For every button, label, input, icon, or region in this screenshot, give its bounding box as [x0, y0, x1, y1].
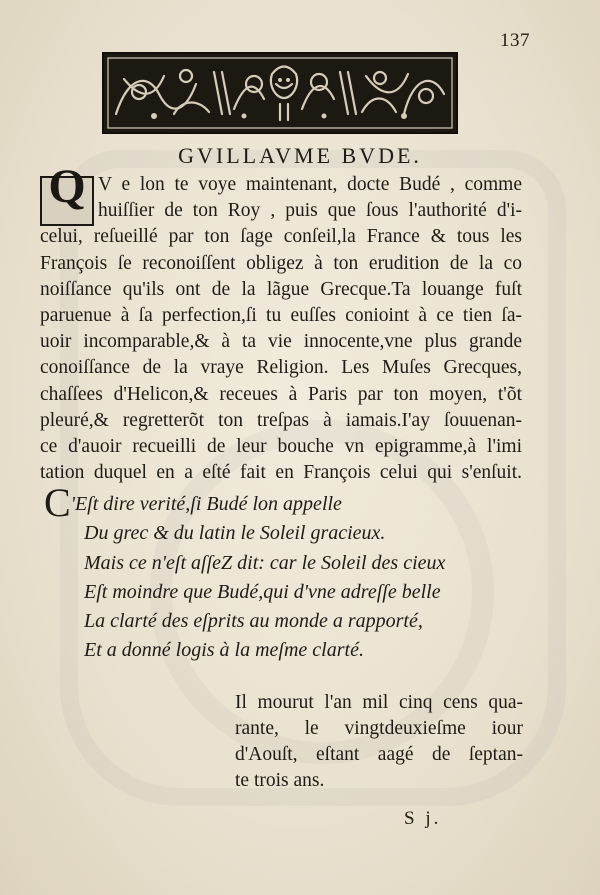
note-line: d'Aouſt, eſtant aagé de ſeptan- — [235, 744, 523, 765]
note-line: rante, le vingtdeuxieſme iour — [235, 718, 523, 739]
prose-line: paruenue à ſa perfection,ſi tu euſſes conioint à ce tien ſa- — [40, 305, 522, 327]
prose-paragraph — [40, 160, 522, 486]
prose-line: huiſſier de ton Roy , puis que ſous l'authorité d'i- — [98, 200, 522, 222]
decorated-initial — [40, 160, 94, 226]
verse-line: Et a donné logis à la meſme clarté. — [84, 639, 364, 662]
prose-line: celui, reſueillé par ton ſage conſeil,la France & tous les — [40, 226, 522, 248]
prose-line: V e lon te voye maintenant, docte Budé , comme — [98, 174, 522, 195]
verse-line — [44, 480, 504, 525]
verse-line: Mais ce n'eſt aſſeZ dit: car le Soleil des cieux — [84, 551, 446, 574]
page-number: 137 — [500, 30, 530, 51]
verse-line-text: 'Eſt dire verité,ſi Budé lon appelle — [70, 493, 342, 515]
prose-line: uoir incomparable,& à ta vie innocente,vne plus grande — [40, 331, 522, 353]
prose-line: ce d'auoir recueilli de leur bouche vn epigramme,à l'imi — [40, 436, 522, 458]
dropcap-letter: Q — [48, 160, 86, 213]
prose-line: chaſſees d'Helicon,& receues à Paris par ton moyen, t'õt — [40, 383, 522, 405]
verse-line: La clarté des eſprits au monde a rapporté, — [84, 610, 423, 633]
foliage-ornament-icon — [104, 54, 456, 132]
verse-line: Eſt moindre que Budé,qui d'vne adreſſe belle — [84, 580, 441, 603]
epigram-verse — [44, 480, 504, 666]
note-line: Il mourut l'an mil cinq cens qua- — [235, 692, 523, 713]
death-note — [235, 690, 523, 794]
prose-line: François ſe reconoiſſent obligez à ton erudition de la co — [40, 252, 522, 274]
note-line: te trois ans. — [235, 770, 325, 791]
prose-line: pleuré,& regretterõt ton treſpas à iamais.I'ay ſouuenan- — [40, 409, 522, 431]
prose-line: tation duquel en a eſté fait en François celui qui s'enſuit. — [40, 462, 522, 484]
signature-mark: S j. — [404, 808, 442, 829]
verse-initial: C — [44, 480, 71, 525]
prose-line: noiſſance qu'ils ont de la lãgue Grecque.Ta louange fuſt — [40, 278, 522, 300]
verse-line: Du grec & du latin le Soleil gracieux. — [84, 522, 386, 545]
prose-line: conoiſſance de la vraye Religion. Les Muſes Grecques, — [40, 357, 522, 379]
woodcut-headpiece-ornament — [102, 52, 458, 134]
page-title: GVILLAVME BVDE. — [178, 143, 422, 168]
